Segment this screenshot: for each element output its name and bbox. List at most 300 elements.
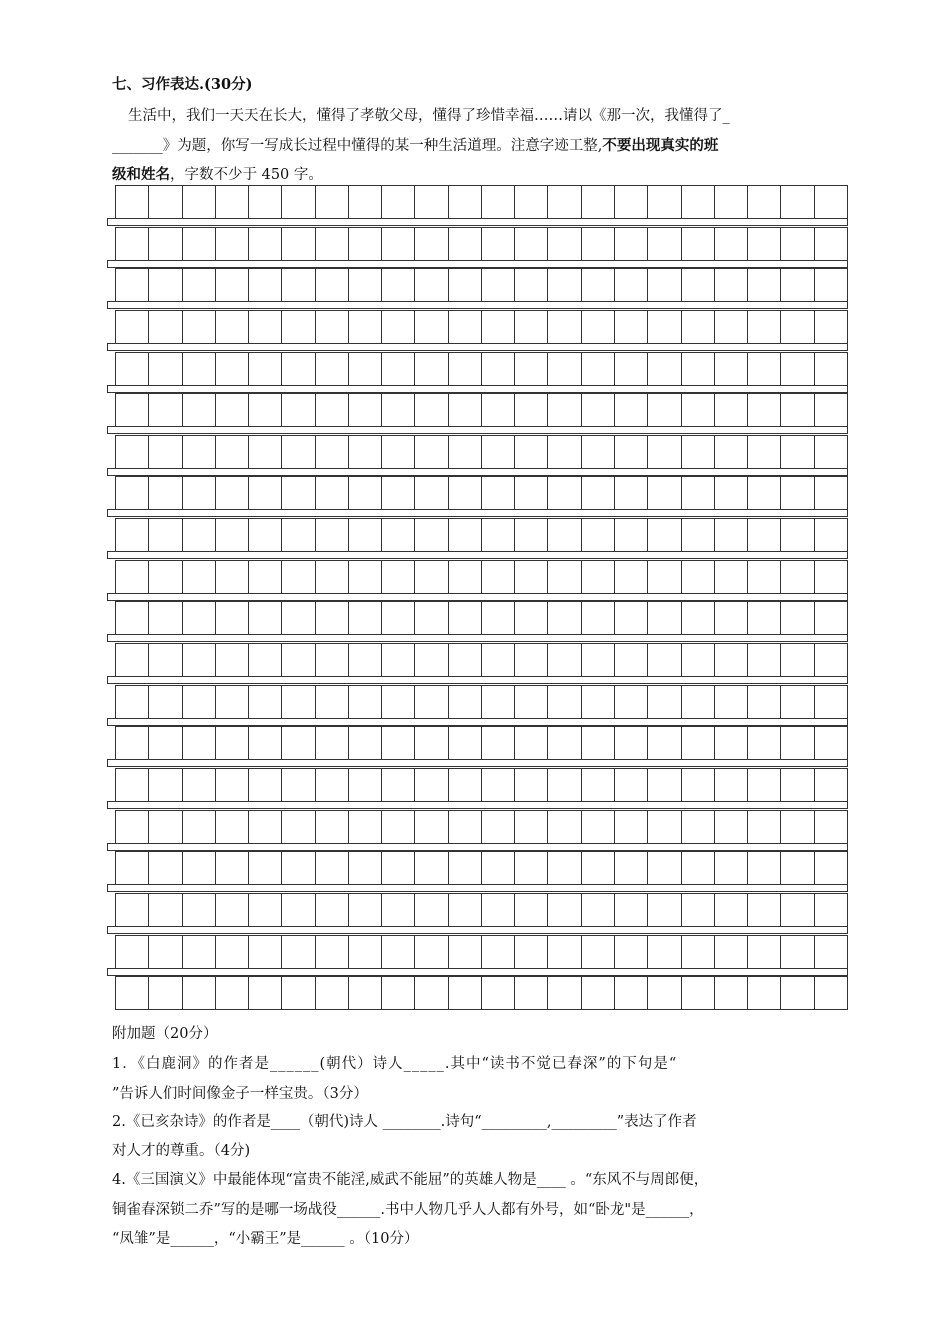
grid-cell[interactable] <box>681 228 714 261</box>
grid-cell[interactable] <box>814 561 848 594</box>
grid-cell[interactable] <box>315 769 348 802</box>
grid-cell[interactable] <box>315 894 348 927</box>
grid-cell[interactable] <box>614 852 647 885</box>
grid-cell[interactable] <box>514 477 547 510</box>
grid-cell[interactable] <box>814 727 848 760</box>
grid-cell[interactable] <box>547 894 580 927</box>
grid-cell[interactable] <box>581 561 614 594</box>
grid-cell[interactable] <box>581 477 614 510</box>
grid-cell[interactable] <box>714 353 747 386</box>
grid-cell[interactable] <box>647 269 680 302</box>
grid-cell[interactable] <box>414 936 447 969</box>
grid-cell[interactable] <box>581 894 614 927</box>
grid-cell[interactable] <box>115 477 148 510</box>
grid-cell[interactable] <box>681 852 714 885</box>
grid-cell[interactable] <box>148 561 181 594</box>
grid-cell[interactable] <box>647 353 680 386</box>
grid-cell[interactable] <box>614 353 647 386</box>
grid-cell[interactable] <box>547 602 580 635</box>
grid-cell[interactable] <box>614 519 647 552</box>
grid-cell[interactable] <box>381 269 414 302</box>
grid-cell[interactable] <box>115 186 148 219</box>
grid-cell[interactable] <box>348 436 381 469</box>
grid-cell[interactable] <box>115 686 148 719</box>
grid-cell[interactable] <box>714 477 747 510</box>
grid-cell[interactable] <box>315 977 348 1010</box>
grid-cell[interactable] <box>547 228 580 261</box>
grid-cell[interactable] <box>348 644 381 677</box>
grid-cell[interactable] <box>647 394 680 427</box>
grid-cell[interactable] <box>647 811 680 844</box>
grid-cell[interactable] <box>481 228 514 261</box>
grid-cell[interactable] <box>348 561 381 594</box>
grid-cell[interactable] <box>348 186 381 219</box>
grid-cell[interactable] <box>714 936 747 969</box>
grid-cell[interactable] <box>381 228 414 261</box>
grid-cell[interactable] <box>514 727 547 760</box>
grid-cell[interactable] <box>281 186 314 219</box>
grid-cell[interactable] <box>248 894 281 927</box>
grid-cell[interactable] <box>514 228 547 261</box>
grid-cell[interactable] <box>115 353 148 386</box>
grid-cell[interactable] <box>780 561 813 594</box>
grid-cell[interactable] <box>547 686 580 719</box>
grid-cell[interactable] <box>182 894 215 927</box>
grid-cell[interactable] <box>747 269 780 302</box>
grid-cell[interactable] <box>814 394 848 427</box>
grid-cell[interactable] <box>115 977 148 1010</box>
grid-cell[interactable] <box>414 353 447 386</box>
grid-cell[interactable] <box>814 936 848 969</box>
grid-cell[interactable] <box>647 186 680 219</box>
grid-cell[interactable] <box>514 519 547 552</box>
grid-cell[interactable] <box>148 644 181 677</box>
grid-cell[interactable] <box>315 353 348 386</box>
grid-cell[interactable] <box>215 394 248 427</box>
grid-cell[interactable] <box>614 811 647 844</box>
grid-cell[interactable] <box>348 269 381 302</box>
grid-cell[interactable] <box>448 477 481 510</box>
grid-cell[interactable] <box>315 269 348 302</box>
grid-cell[interactable] <box>115 602 148 635</box>
grid-cell[interactable] <box>780 769 813 802</box>
grid-cell[interactable] <box>248 644 281 677</box>
grid-cell[interactable] <box>647 644 680 677</box>
grid-cell[interactable] <box>614 561 647 594</box>
grid-cell[interactable] <box>315 436 348 469</box>
grid-cell[interactable] <box>780 936 813 969</box>
grid-cell[interactable] <box>115 228 148 261</box>
grid-cell[interactable] <box>547 977 580 1010</box>
grid-cell[interactable] <box>547 186 580 219</box>
grid-cell[interactable] <box>547 561 580 594</box>
grid-cell[interactable] <box>714 977 747 1010</box>
grid-cell[interactable] <box>681 727 714 760</box>
grid-cell[interactable] <box>248 811 281 844</box>
grid-cell[interactable] <box>747 436 780 469</box>
grid-cell[interactable] <box>614 436 647 469</box>
grid-cell[interactable] <box>148 436 181 469</box>
grid-cell[interactable] <box>814 686 848 719</box>
grid-cell[interactable] <box>814 602 848 635</box>
grid-cell[interactable] <box>148 769 181 802</box>
grid-cell[interactable] <box>148 852 181 885</box>
grid-cell[interactable] <box>215 269 248 302</box>
grid-cell[interactable] <box>581 727 614 760</box>
grid-cell[interactable] <box>115 561 148 594</box>
grid-cell[interactable] <box>714 269 747 302</box>
grid-cell[interactable] <box>381 894 414 927</box>
grid-cell[interactable] <box>514 977 547 1010</box>
grid-cell[interactable] <box>547 519 580 552</box>
grid-cell[interactable] <box>215 811 248 844</box>
grid-cell[interactable] <box>381 394 414 427</box>
grid-cell[interactable] <box>547 727 580 760</box>
grid-cell[interactable] <box>581 977 614 1010</box>
grid-cell[interactable] <box>581 602 614 635</box>
grid-cell[interactable] <box>448 269 481 302</box>
grid-cell[interactable] <box>681 186 714 219</box>
grid-cell[interactable] <box>448 353 481 386</box>
grid-cell[interactable] <box>215 228 248 261</box>
grid-cell[interactable] <box>381 769 414 802</box>
grid-cell[interactable] <box>514 852 547 885</box>
grid-cell[interactable] <box>514 311 547 344</box>
grid-cell[interactable] <box>614 394 647 427</box>
grid-cell[interactable] <box>714 228 747 261</box>
grid-cell[interactable] <box>714 769 747 802</box>
grid-cell[interactable] <box>481 811 514 844</box>
grid-cell[interactable] <box>148 727 181 760</box>
grid-cell[interactable] <box>281 936 314 969</box>
grid-cell[interactable] <box>681 477 714 510</box>
grid-cell[interactable] <box>814 852 848 885</box>
grid-cell[interactable] <box>681 894 714 927</box>
grid-cell[interactable] <box>215 727 248 760</box>
grid-cell[interactable] <box>780 977 813 1010</box>
grid-cell[interactable] <box>381 353 414 386</box>
grid-cell[interactable] <box>581 769 614 802</box>
grid-cell[interactable] <box>182 394 215 427</box>
grid-cell[interactable] <box>182 436 215 469</box>
grid-cell[interactable] <box>348 353 381 386</box>
grid-cell[interactable] <box>481 269 514 302</box>
grid-cell[interactable] <box>414 644 447 677</box>
grid-cell[interactable] <box>248 727 281 760</box>
grid-cell[interactable] <box>814 477 848 510</box>
grid-cell[interactable] <box>581 852 614 885</box>
grid-cell[interactable] <box>414 519 447 552</box>
grid-cell[interactable] <box>315 519 348 552</box>
grid-cell[interactable] <box>681 394 714 427</box>
grid-cell[interactable] <box>448 394 481 427</box>
grid-cell[interactable] <box>814 353 848 386</box>
grid-cell[interactable] <box>514 186 547 219</box>
grid-cell[interactable] <box>647 852 680 885</box>
grid-cell[interactable] <box>481 353 514 386</box>
grid-cell[interactable] <box>248 269 281 302</box>
grid-cell[interactable] <box>348 727 381 760</box>
grid-cell[interactable] <box>182 769 215 802</box>
grid-cell[interactable] <box>315 602 348 635</box>
grid-cell[interactable] <box>381 477 414 510</box>
grid-cell[interactable] <box>215 477 248 510</box>
grid-cell[interactable] <box>681 602 714 635</box>
grid-cell[interactable] <box>448 561 481 594</box>
grid-cell[interactable] <box>348 977 381 1010</box>
grid-cell[interactable] <box>747 519 780 552</box>
grid-cell[interactable] <box>614 602 647 635</box>
grid-cell[interactable] <box>514 894 547 927</box>
grid-cell[interactable] <box>514 436 547 469</box>
grid-cell[interactable] <box>581 228 614 261</box>
grid-cell[interactable] <box>248 394 281 427</box>
grid-cell[interactable] <box>747 894 780 927</box>
grid-cell[interactable] <box>780 686 813 719</box>
grid-cell[interactable] <box>215 436 248 469</box>
grid-cell[interactable] <box>414 977 447 1010</box>
grid-cell[interactable] <box>714 811 747 844</box>
grid-cell[interactable] <box>547 769 580 802</box>
grid-cell[interactable] <box>414 769 447 802</box>
grid-cell[interactable] <box>481 894 514 927</box>
grid-cell[interactable] <box>714 894 747 927</box>
grid-cell[interactable] <box>148 811 181 844</box>
grid-cell[interactable] <box>182 269 215 302</box>
grid-cell[interactable] <box>814 977 848 1010</box>
grid-cell[interactable] <box>647 686 680 719</box>
grid-cell[interactable] <box>614 477 647 510</box>
grid-cell[interactable] <box>747 644 780 677</box>
grid-cell[interactable] <box>481 977 514 1010</box>
grid-cell[interactable] <box>248 852 281 885</box>
grid-cell[interactable] <box>348 311 381 344</box>
grid-cell[interactable] <box>747 228 780 261</box>
grid-cell[interactable] <box>348 477 381 510</box>
grid-cell[interactable] <box>714 644 747 677</box>
grid-cell[interactable] <box>182 727 215 760</box>
grid-cell[interactable] <box>747 811 780 844</box>
grid-cell[interactable] <box>481 727 514 760</box>
grid-cell[interactable] <box>215 186 248 219</box>
grid-cell[interactable] <box>315 936 348 969</box>
grid-cell[interactable] <box>115 811 148 844</box>
grid-cell[interactable] <box>281 811 314 844</box>
grid-cell[interactable] <box>814 769 848 802</box>
grid-cell[interactable] <box>681 519 714 552</box>
grid-cell[interactable] <box>581 436 614 469</box>
grid-cell[interactable] <box>481 936 514 969</box>
grid-cell[interactable] <box>215 977 248 1010</box>
grid-cell[interactable] <box>182 644 215 677</box>
grid-cell[interactable] <box>315 228 348 261</box>
grid-cell[interactable] <box>780 353 813 386</box>
grid-cell[interactable] <box>348 894 381 927</box>
grid-cell[interactable] <box>647 602 680 635</box>
grid-cell[interactable] <box>215 644 248 677</box>
grid-cell[interactable] <box>182 561 215 594</box>
grid-cell[interactable] <box>248 436 281 469</box>
grid-cell[interactable] <box>414 477 447 510</box>
grid-cell[interactable] <box>148 602 181 635</box>
grid-cell[interactable] <box>448 936 481 969</box>
grid-cell[interactable] <box>448 811 481 844</box>
grid-cell[interactable] <box>414 561 447 594</box>
grid-cell[interactable] <box>348 811 381 844</box>
grid-cell[interactable] <box>281 228 314 261</box>
grid-cell[interactable] <box>215 936 248 969</box>
grid-cell[interactable] <box>714 311 747 344</box>
grid-cell[interactable] <box>647 769 680 802</box>
grid-cell[interactable] <box>414 602 447 635</box>
grid-cell[interactable] <box>547 477 580 510</box>
grid-cell[interactable] <box>248 686 281 719</box>
grid-cell[interactable] <box>148 977 181 1010</box>
grid-cell[interactable] <box>182 311 215 344</box>
grid-cell[interactable] <box>315 311 348 344</box>
grid-cell[interactable] <box>348 936 381 969</box>
grid-cell[interactable] <box>547 394 580 427</box>
grid-cell[interactable] <box>581 394 614 427</box>
grid-cell[interactable] <box>281 519 314 552</box>
grid-cell[interactable] <box>448 727 481 760</box>
grid-cell[interactable] <box>248 769 281 802</box>
grid-cell[interactable] <box>481 769 514 802</box>
grid-cell[interactable] <box>182 686 215 719</box>
grid-cell[interactable] <box>148 477 181 510</box>
grid-cell[interactable] <box>115 644 148 677</box>
grid-cell[interactable] <box>780 269 813 302</box>
grid-cell[interactable] <box>481 186 514 219</box>
grid-cell[interactable] <box>747 727 780 760</box>
grid-cell[interactable] <box>315 644 348 677</box>
grid-cell[interactable] <box>714 602 747 635</box>
grid-cell[interactable] <box>115 311 148 344</box>
grid-cell[interactable] <box>215 852 248 885</box>
grid-cell[interactable] <box>182 228 215 261</box>
grid-cell[interactable] <box>281 644 314 677</box>
grid-cell[interactable] <box>614 311 647 344</box>
grid-cell[interactable] <box>614 936 647 969</box>
grid-cell[interactable] <box>381 936 414 969</box>
grid-cell[interactable] <box>448 186 481 219</box>
grid-cell[interactable] <box>281 686 314 719</box>
grid-cell[interactable] <box>381 186 414 219</box>
grid-cell[interactable] <box>481 602 514 635</box>
grid-cell[interactable] <box>681 269 714 302</box>
grid-cell[interactable] <box>281 353 314 386</box>
grid-cell[interactable] <box>248 519 281 552</box>
grid-cell[interactable] <box>747 353 780 386</box>
grid-cell[interactable] <box>647 311 680 344</box>
grid-cell[interactable] <box>448 686 481 719</box>
grid-cell[interactable] <box>281 477 314 510</box>
grid-cell[interactable] <box>647 228 680 261</box>
writing-grid[interactable] <box>107 185 849 1018</box>
grid-cell[interactable] <box>182 602 215 635</box>
grid-cell[interactable] <box>448 769 481 802</box>
grid-cell[interactable] <box>148 186 181 219</box>
grid-cell[interactable] <box>248 977 281 1010</box>
grid-cell[interactable] <box>647 519 680 552</box>
grid-cell[interactable] <box>148 353 181 386</box>
grid-cell[interactable] <box>814 894 848 927</box>
grid-cell[interactable] <box>814 228 848 261</box>
grid-cell[interactable] <box>780 644 813 677</box>
grid-cell[interactable] <box>215 561 248 594</box>
grid-cell[interactable] <box>414 269 447 302</box>
grid-cell[interactable] <box>547 811 580 844</box>
grid-cell[interactable] <box>281 894 314 927</box>
grid-cell[interactable] <box>215 311 248 344</box>
grid-cell[interactable] <box>581 269 614 302</box>
grid-cell[interactable] <box>315 477 348 510</box>
grid-cell[interactable] <box>780 602 813 635</box>
grid-cell[interactable] <box>714 519 747 552</box>
grid-cell[interactable] <box>448 894 481 927</box>
grid-cell[interactable] <box>248 353 281 386</box>
grid-cell[interactable] <box>514 644 547 677</box>
grid-cell[interactable] <box>647 727 680 760</box>
grid-cell[interactable] <box>714 561 747 594</box>
grid-cell[interactable] <box>614 894 647 927</box>
grid-cell[interactable] <box>148 686 181 719</box>
grid-cell[interactable] <box>381 436 414 469</box>
grid-cell[interactable] <box>481 852 514 885</box>
grid-cell[interactable] <box>148 269 181 302</box>
grid-cell[interactable] <box>547 852 580 885</box>
grid-cell[interactable] <box>281 394 314 427</box>
grid-cell[interactable] <box>115 852 148 885</box>
grid-cell[interactable] <box>514 811 547 844</box>
grid-cell[interactable] <box>115 269 148 302</box>
grid-cell[interactable] <box>481 686 514 719</box>
grid-cell[interactable] <box>315 852 348 885</box>
grid-cell[interactable] <box>714 727 747 760</box>
grid-cell[interactable] <box>681 936 714 969</box>
grid-cell[interactable] <box>747 311 780 344</box>
grid-cell[interactable] <box>381 602 414 635</box>
grid-cell[interactable] <box>182 977 215 1010</box>
grid-cell[interactable] <box>281 727 314 760</box>
grid-cell[interactable] <box>381 852 414 885</box>
grid-cell[interactable] <box>681 686 714 719</box>
grid-cell[interactable] <box>448 436 481 469</box>
grid-cell[interactable] <box>115 894 148 927</box>
grid-cell[interactable] <box>414 686 447 719</box>
grid-cell[interactable] <box>714 686 747 719</box>
grid-cell[interactable] <box>414 894 447 927</box>
grid-cell[interactable] <box>448 977 481 1010</box>
grid-cell[interactable] <box>348 769 381 802</box>
grid-cell[interactable] <box>747 561 780 594</box>
grid-cell[interactable] <box>780 311 813 344</box>
grid-cell[interactable] <box>780 811 813 844</box>
grid-cell[interactable] <box>414 727 447 760</box>
grid-cell[interactable] <box>348 394 381 427</box>
grid-cell[interactable] <box>681 353 714 386</box>
grid-cell[interactable] <box>614 727 647 760</box>
grid-cell[interactable] <box>182 811 215 844</box>
grid-cell[interactable] <box>747 769 780 802</box>
grid-cell[interactable] <box>681 644 714 677</box>
grid-cell[interactable] <box>348 228 381 261</box>
grid-cell[interactable] <box>581 686 614 719</box>
grid-cell[interactable] <box>148 936 181 969</box>
grid-cell[interactable] <box>747 977 780 1010</box>
grid-cell[interactable] <box>148 894 181 927</box>
grid-cell[interactable] <box>182 852 215 885</box>
